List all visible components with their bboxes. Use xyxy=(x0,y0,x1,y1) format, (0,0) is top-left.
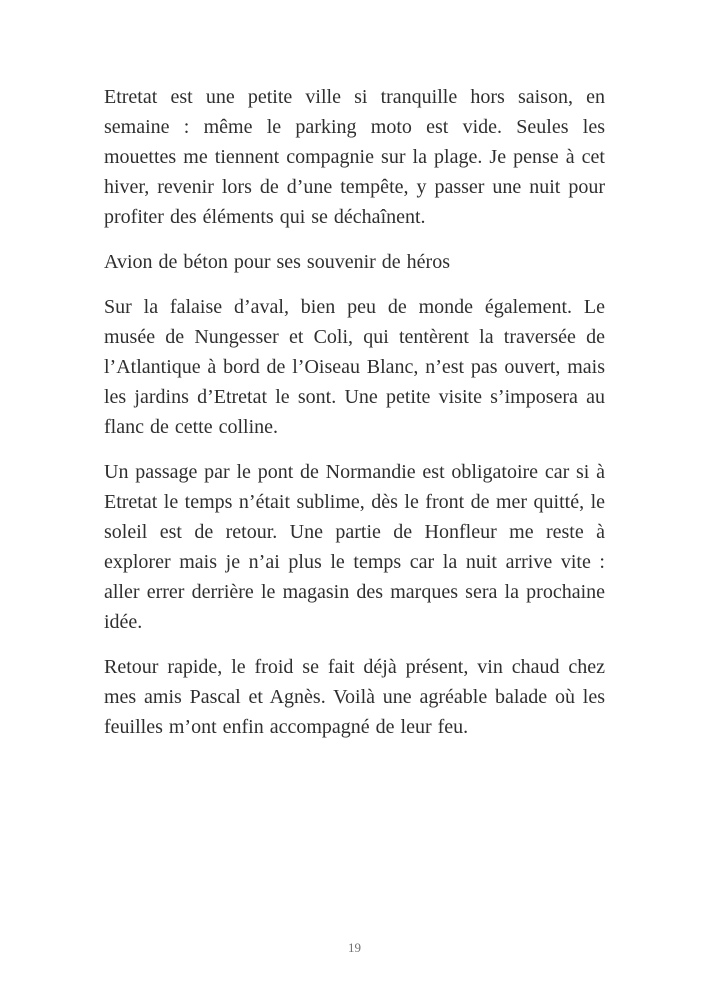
paragraph-pont-de-normandie: Un passage par le pont de Normandie est obligatoire car si à Etretat le temps n’était sublime, dès le front de mer quitté, le soleil est de retour. Une partie de Honfleur me reste à explorer mais je n’ai plus le temps car la nuit arrive vite : aller errer derrière le magasin des marques sera la prochaine idée. xyxy=(104,461,605,633)
paragraph-retour-rapide: Retour rapide, le froid se fait déjà présent, vin chaud chez mes amis Pascal et Agnès. Voilà une agréable balade où les feuilles m’ont enfin accompagné de leur feu. xyxy=(104,656,605,738)
page-number: 19 xyxy=(348,940,361,955)
paragraph-etretat-intro: Etretat est une petite ville si tranquille hors saison, en semaine : même le parking moto est vide. Seules les mouettes me tiennent compagnie sur la plage. Je pense à cet hiver, revenir lors de d’une tempête, y passer une nuit pour profiter des éléments qui se déchaînent. xyxy=(104,86,605,228)
paragraph-falaise-aval: Sur la falaise d’aval, bien peu de monde également. Le musée de Nungesser et Coli, qui tentèrent la traversée de l’Atlantique à bord de l’Oiseau Blanc, n’est pas ouvert, mais les jardins d’Etretat le sont. Une petite visite s’imposera au flanc de cette colline. xyxy=(104,296,605,438)
page-content xyxy=(104,82,605,757)
section-heading-avion-de-beton: Avion de béton pour ses souvenir de héros xyxy=(104,251,451,273)
